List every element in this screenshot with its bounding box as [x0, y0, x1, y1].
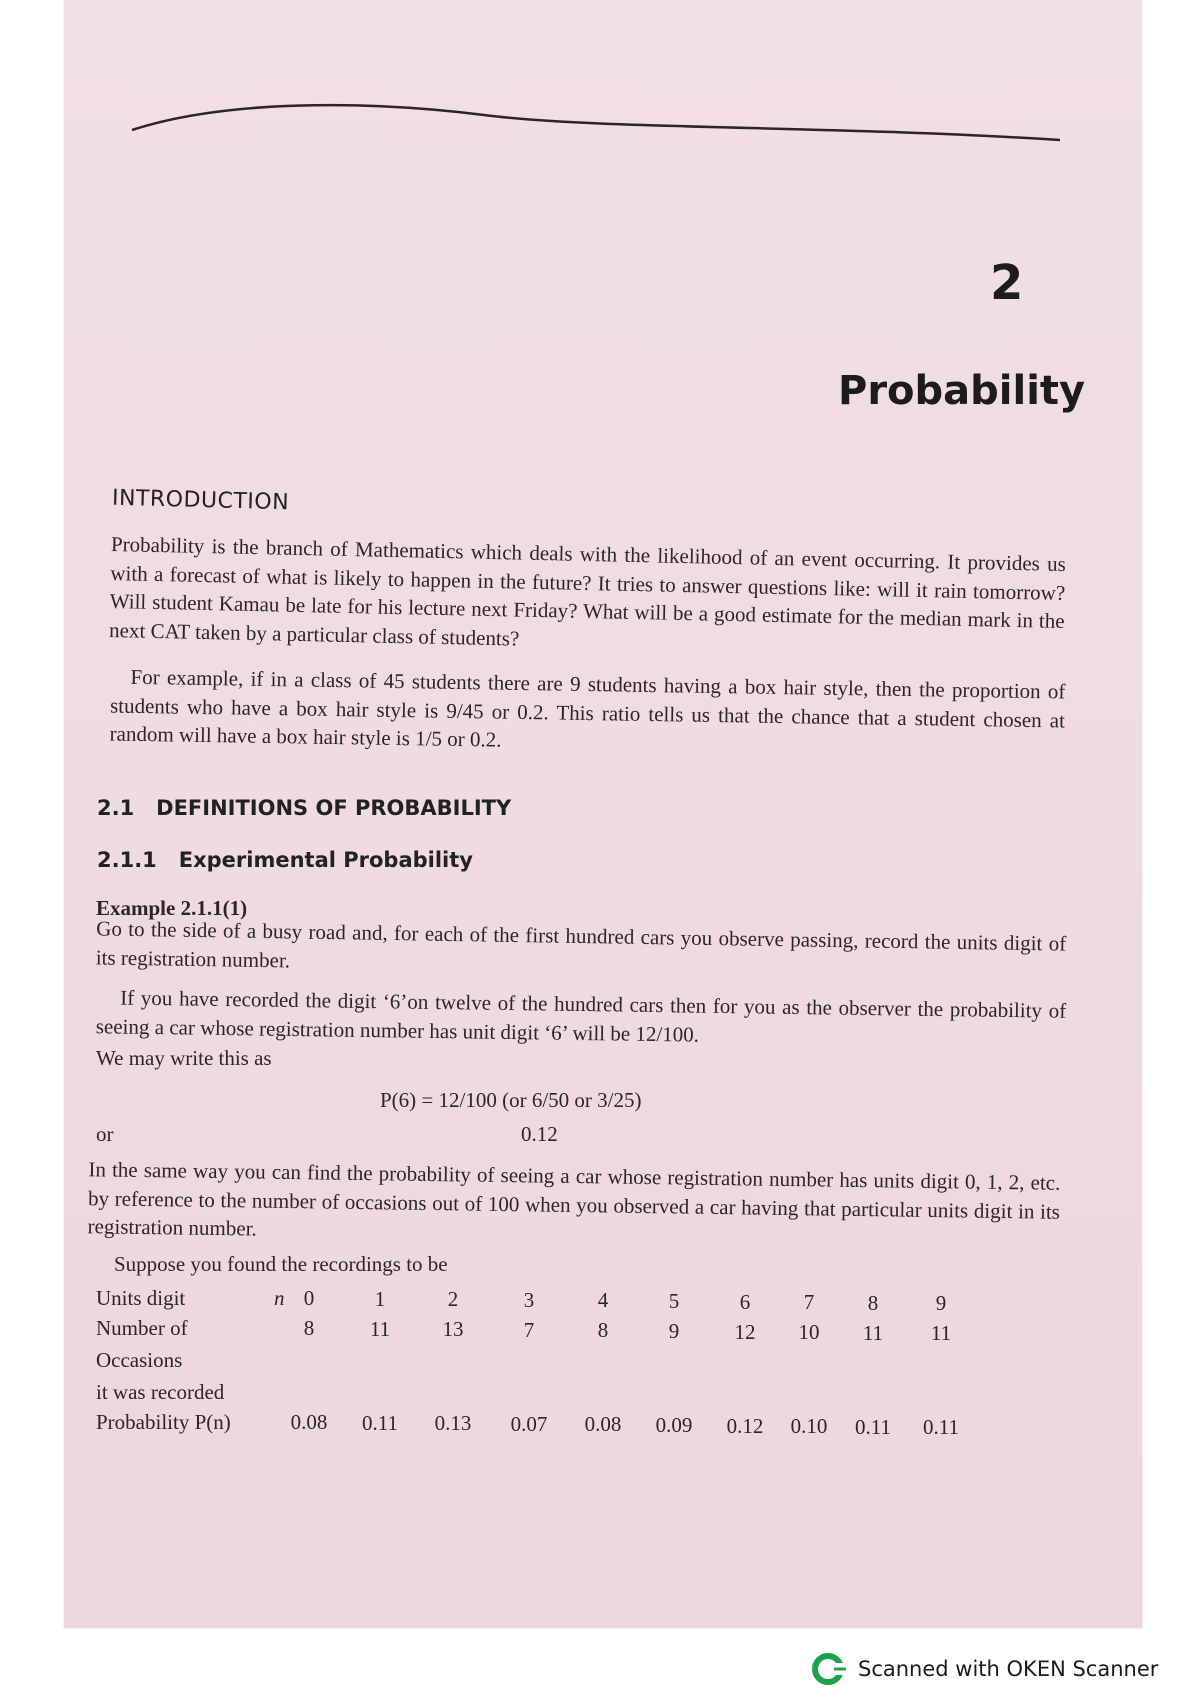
- probability-cell: 0.11: [923, 1415, 959, 1440]
- probability-cell: 0.08: [584, 1412, 622, 1437]
- occasions-cell: 12: [734, 1319, 756, 1344]
- decorative-rule: [64, 80, 1060, 160]
- example-paragraph-1: Go to the side of a busy road and, for each of the first hundred cars you observe passing, record the units digit of its registration number.: [95, 916, 1067, 972]
- probability-cell: 0.12: [726, 1413, 764, 1438]
- scanner-text: Scanned with OKEN Scanner: [858, 1657, 1159, 1681]
- occasions-cell: 7: [523, 1317, 535, 1342]
- scanner-watermark: [812, 1651, 1158, 1687]
- digit-cell: 9: [935, 1291, 947, 1316]
- occasions-cell: 11: [862, 1320, 884, 1345]
- write-line: We may write this as: [96, 1046, 272, 1070]
- equation-1: P(6) = 12/100 (or 6/50 or 3/25): [380, 1088, 642, 1112]
- number-of-label: Number of: [96, 1316, 188, 1340]
- section-number: 2.1: [97, 796, 135, 820]
- scanner-logo-icon: [812, 1651, 848, 1687]
- intro-paragraph-2: For example, if in a class of 45 students there are 9 students having a box hair style, then the proportion of students who have a box hair style is 9/45 or 0.2. This ratio tells us that the chance that a student chosen at random will have a box hair style is 1/5 or 0.2.: [109, 664, 1066, 752]
- digit-cell: 2: [447, 1287, 459, 1312]
- occasions-cell: 11: [369, 1316, 391, 1341]
- subsection-heading: [97, 848, 473, 872]
- probability-cell: 0.08: [290, 1410, 328, 1434]
- digit-cell: 1: [374, 1286, 386, 1311]
- recorded-label: it was recorded: [96, 1380, 225, 1404]
- suppose-line: Suppose you found the recordings to be: [114, 1252, 448, 1276]
- chapter-title: Probability: [838, 368, 1086, 414]
- or-word: or: [96, 1122, 114, 1146]
- probability-cell: 0.13: [434, 1411, 472, 1436]
- probability-cell: 0.10: [790, 1414, 828, 1439]
- digit-cell: 6: [739, 1289, 751, 1314]
- probability-cell: 0.11: [362, 1410, 398, 1435]
- probability-label: Probability P(n): [96, 1410, 231, 1434]
- occasions-cell: 8: [303, 1316, 315, 1340]
- occasions-cell: 10: [798, 1320, 820, 1345]
- example-paragraph-2: If you have recorded the digit ‘6’on twelve of the hundred cars then for you as the observer the probability of seeing a car whose registration number has unit digit ‘6’ will be 12/100.: [95, 985, 1067, 1047]
- digit-cell: 3: [523, 1287, 535, 1312]
- chapter-number: 2: [990, 255, 1024, 311]
- subsection-title: Experimental Probability: [178, 848, 473, 872]
- occasions-label: Occasions: [96, 1348, 183, 1372]
- occasions-cell: 8: [597, 1318, 609, 1343]
- section-heading: [97, 796, 511, 820]
- digit-cell: 5: [668, 1289, 680, 1313]
- digit-cell: 0: [303, 1286, 315, 1310]
- occasions-cell: 11: [930, 1321, 952, 1346]
- intro-paragraph-1: Probability is the branch of Mathematics which deals with the likelihood of an event occurring. It provides us with a forecast of what is likely to happen in the future? It tries to answer questions like: will it rain tomorrow? Will student Kamau be late for his lecture next Friday? What will be a good estimate for the median mark in the next CAT taken by a particular class of students?: [108, 532, 1067, 651]
- occasions-cell: 9: [668, 1319, 680, 1343]
- occasions-cell: 13: [442, 1317, 464, 1342]
- digit-cell: 8: [867, 1290, 879, 1315]
- subsection-number: 2.1.1: [97, 848, 157, 872]
- digit-cell: 4: [597, 1288, 609, 1313]
- units-digit-label: Units digit: [96, 1286, 186, 1310]
- probability-cell: 0.09: [655, 1413, 693, 1437]
- probability-cell: 0.07: [510, 1411, 548, 1436]
- digit-cell: 7: [803, 1290, 815, 1315]
- equation-2: 0.12: [521, 1122, 558, 1146]
- example-label: Example 2.1.1(1): [96, 896, 248, 920]
- introduction-heading: INTRODUCTION: [111, 485, 290, 516]
- variable-n: n: [274, 1286, 285, 1310]
- probability-cell: 0.11: [855, 1414, 891, 1439]
- example-paragraph-3: In the same way you can find the probability of seeing a car whose registration number has units digit 0, 1, 2, etc. by reference to the number of occasions out of 100 when you observed a car having that particular units digit in its registration number.: [87, 1157, 1061, 1241]
- section-title: DEFINITIONS OF PROBABILITY: [156, 796, 512, 820]
